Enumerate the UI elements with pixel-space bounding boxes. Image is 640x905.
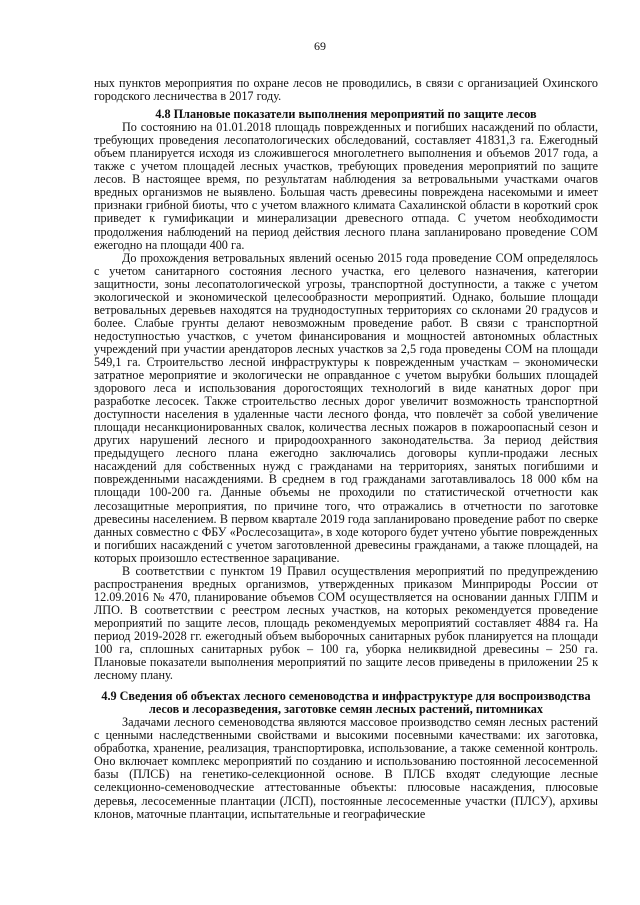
intro-paragraph: ных пунктов мероприятия по охране лесов не проводились, в связи с организацией Охинского городского лесничества в 2017 году. (94, 76, 598, 104)
section-heading-4-9: 4.9 Сведения об объектах лесного семеноводства и инфраструктуре для воспроизводства лесов и лесоразведения, заготовке семян лесных растений, питомниках (101, 689, 591, 717)
section-heading-4-8: 4.8 Плановые показатели выполнения мероприятий по защите лесов (155, 107, 537, 122)
page-number: 69 (314, 39, 326, 53)
section-4-8-paragraph-2: До прохождения ветровальных явлений осенью 2015 года проведение СОМ определялось с учетом санитарного состояния лесного участка, его целевого назначения, категории защитности, зоны лесопатологической угрозы, транспортной доступности, а также с учетом экологической и экономической целесообразности мероприятий. Однако, большие площади ветровальных деревьев находятся на труднодоступных территориях со склонами 20 градусов и более. Слабые грунты делают невозможным проведение работ. В связи с транспортной недоступностью участков, с учетом финансирования и мощностей автономных областных учреждений при участии арендаторов лесных участков за 2,5 года проведены СОМ на площади 549,1 га. Строительство лесной инфраструктуры к поврежденным участкам – экономически затратное мероприятие и экологически не оправданное с учетом вырубки больших площадей здорового леса и использования дорогостоящих технологий в виде канатных дорог при разработке лесосек. Также строительство лесных дорог увеличит возможность транспортной доступности населения в удаленные части лесного фонда, что повлечёт за собой увеличение площади несанкционированных свалок, количества лесных пожаров в пожароопасный сезон и других нарушений лесного и природоохранного законодательства. За период действия предыдущего лесного плана ежегодно заключались договоры купли-продажи лесных насаждений для собственных нужд с гражданами на территориях, занятых погибшими и поврежденными насаждениями. В среднем в год гражданами заготавливалось 18 000 кбм на площади 100-200 га. Данные объемы не проходили по статистической отчетности как лесозащитные мероприятия, по причине того, что отражались в отчетности по заготовке древесины населением. В первом квартале 2019 года запланировано проведение работ по сверке данных совместно с ФБУ «Рослесозащита», в ходе которого будет учтено убытие поврежденных и погибших насаждений с учетом заготовленной древесины гражданами, а также площадей, на которых произошло естественное зарацивание. (94, 250, 598, 565)
section-4-8-paragraph-3: В соответствии с пунктом 19 Правил осуществления мероприятий по предупреждению распространения вредных организмов, утвержденных приказом Минприроды России от 12.09.2016 № 470, планирование объемов СОМ осуществляется на основании данных ГЛПМ и ЛПО. В соответствии с реестром лесных участков, на которых рекомендуется проведение мероприятий по защите лесов, площадь рекомендуемых мероприятий составляет 4884 га. На период 2019-2028 гг. ежегодный объем выборочных санитарных рубок планируется на площади 100 га, сплошных санитарных рубок – 100 га, уборка неликвидной древесины – 250 га. Плановые показатели выполнения мероприятий по защите лесов приведены в приложении 25 к лесному плану. (94, 563, 598, 683)
section-4-9-paragraph-1: Задачами лесного семеноводства являются массовое производство семян лесных растений с ценными наследственными свойствами и высокими посевными качествами: их заготовка, обработка, хранение, реализация, транспортировка, использование, а также семенной контроль. Оно включает комплекс мероприятий по созданию и использованию постоянной лесосеменной базы (ПЛСБ) на генетико-селекционной основе. В ПЛСБ входят следующие лесные селекционно-семеноводческие аттестованные объекты: плюсовые насаждения, плюсовые деревья, лесосеменные плантации (ЛСП), постоянные лесосеменные участки (ПЛСУ), архивы клонов, маточные плантации, испытательные и географические (94, 715, 598, 821)
page-content (94, 77, 598, 821)
section-4-8-paragraph-1: По состоянию на 01.01.2018 площадь поврежденных и погибших насаждений по области, требующих проведения лесопатологических обследований, составляет 41831,3 га. Ежегодный объем планируется исходя из сложившегося многолетнего выполнения и объемов 2017 года, а также с учетом площадей лесных участков, требующих проведения мероприятий по защите лесов. В настоящее время, по результатам наблюдения за ветровальными участками очагов вредных организмов не выявлено. Большая часть древесины повреждена насекомыми и имеет признаки грибной биоты, что с учетом влажного климата Сахалинской области в короткий срок приведет к гумификации и минерализации древесного отпада. С учетом необходимости продолжения наблюдений на период действия лесного плана запланировано проведение СОМ ежегодно на площади 400 га. (94, 120, 598, 252)
